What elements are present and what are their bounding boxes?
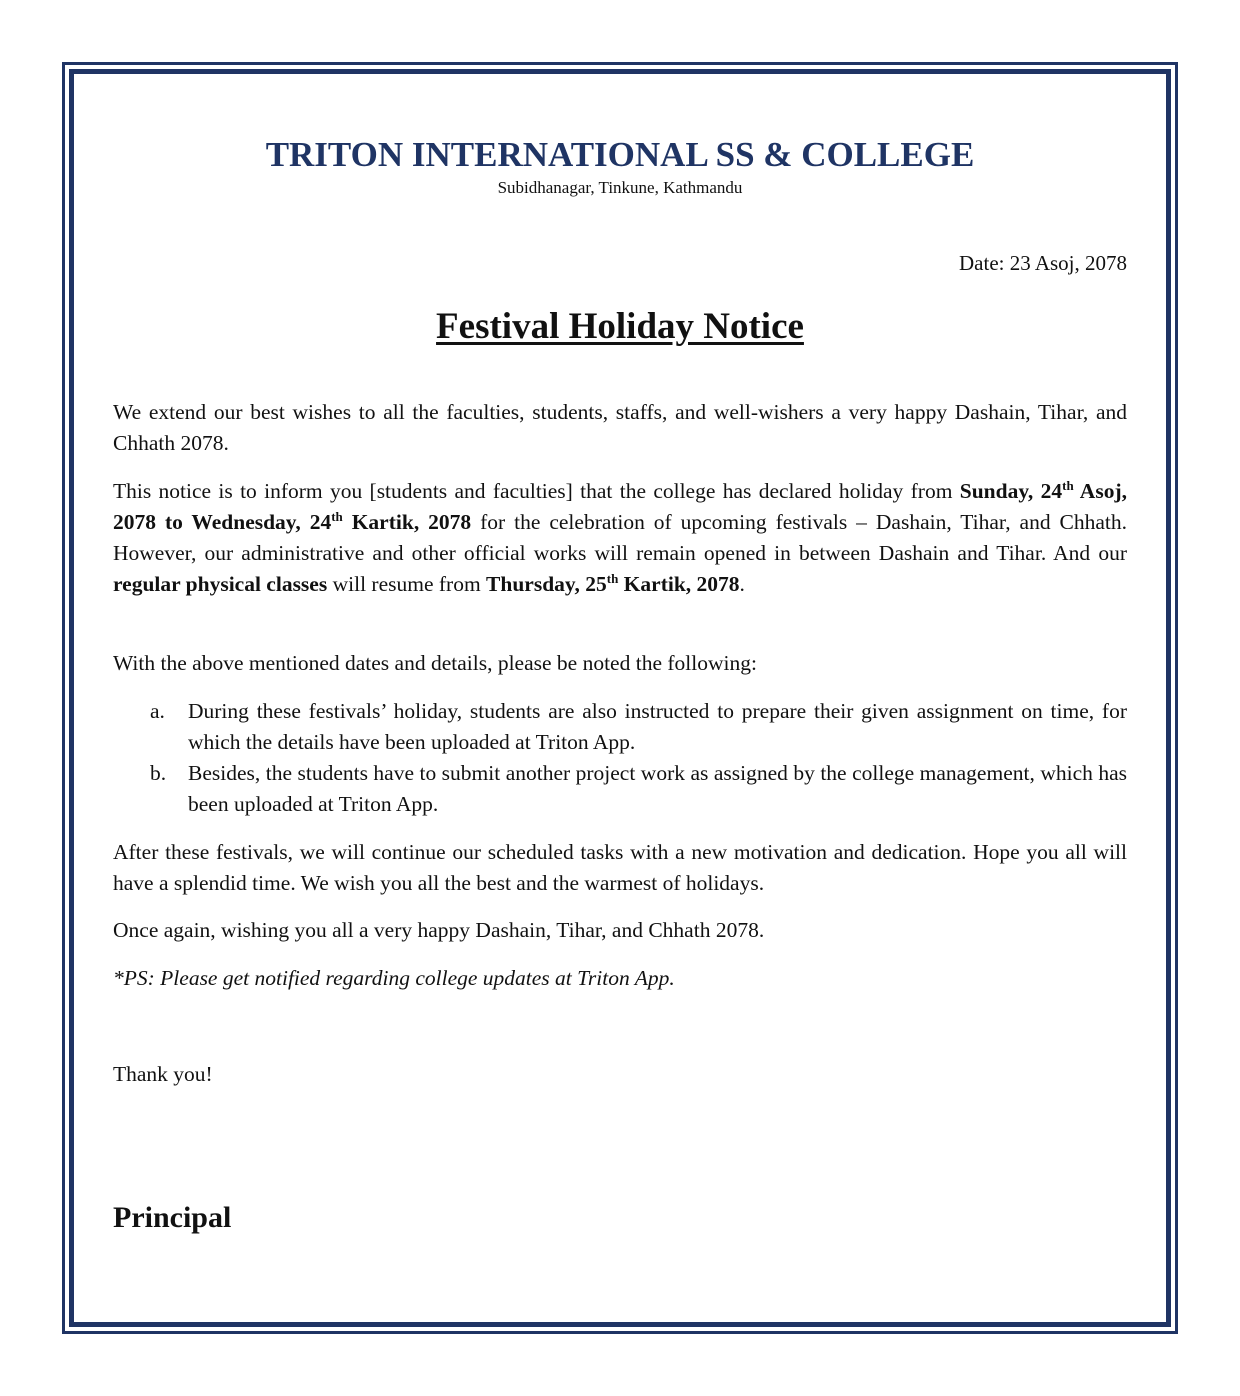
list-item-text: Besides, the students have to submit another project work as assigned by the college management, which has been uploaded at Triton App.: [188, 761, 1127, 816]
list-item: [113, 696, 1127, 758]
greeting-paragraph: We extend our best wishes to all the faculties, students, staffs, and well-wishers a very happy Dashain, Tihar, and Chhath 2078.: [113, 400, 1127, 455]
holiday-text-1: This notice is to inform you [students and faculties] that the college has declared holiday from: [113, 479, 960, 503]
list-marker: a.: [150, 699, 165, 723]
school-name: TRITON INTERNATIONAL SS & COLLEGE: [265, 135, 975, 174]
notice-title: Festival Holiday Notice: [436, 306, 804, 347]
holiday-text-4: .: [739, 572, 745, 596]
postscript: *PS: Please get notified regarding college updates at Triton App.: [113, 966, 675, 990]
list-item: [113, 758, 1127, 820]
after-festivals-paragraph: After these festivals, we will continue our scheduled tasks with a new motivation and dedication. Hope you all will have a splendid time. We wish you all the best and the warmest of holidays.: [113, 840, 1127, 895]
holiday-text-3: will resume from: [327, 572, 487, 596]
wishes-paragraph: Once again, wishing you all a very happy Dashain, Tihar, and Chhath 2078.: [113, 918, 765, 942]
school-address: Subidhanagar, Tinkune, Kathmandu: [497, 178, 743, 197]
holiday-start-date: Sunday, 24th Asoj, 2078 to Wednesday, 24th Kartik, 2078: [113, 478, 1127, 534]
resume-date: Thursday, 25th Kartik, 2078: [486, 571, 740, 596]
instructions-intro: With the above mentioned dates and details, please be noted the following:: [113, 651, 757, 675]
holiday-details-paragraph: [113, 476, 1127, 600]
instructions-list: [113, 696, 1127, 820]
notice-date: Date: 23 Asoj, 2078: [959, 251, 1127, 275]
holiday-text-2: for the celebration of upcoming festivals – Dashain, Tihar, and Chhath. However, our administrative and other official works will remain opened in between Dashain and Tihar. And our: [113, 510, 1128, 565]
signature-title: Principal: [113, 1201, 232, 1234]
list-marker: b.: [150, 761, 167, 785]
list-item-text: During these festivals’ holiday, students are also instructed to prepare their given assignment on time, for which the details have been uploaded at Triton App.: [188, 699, 1127, 754]
closing-text: Thank you!: [113, 1062, 213, 1086]
regular-classes-text: regular physical classes: [113, 572, 328, 596]
